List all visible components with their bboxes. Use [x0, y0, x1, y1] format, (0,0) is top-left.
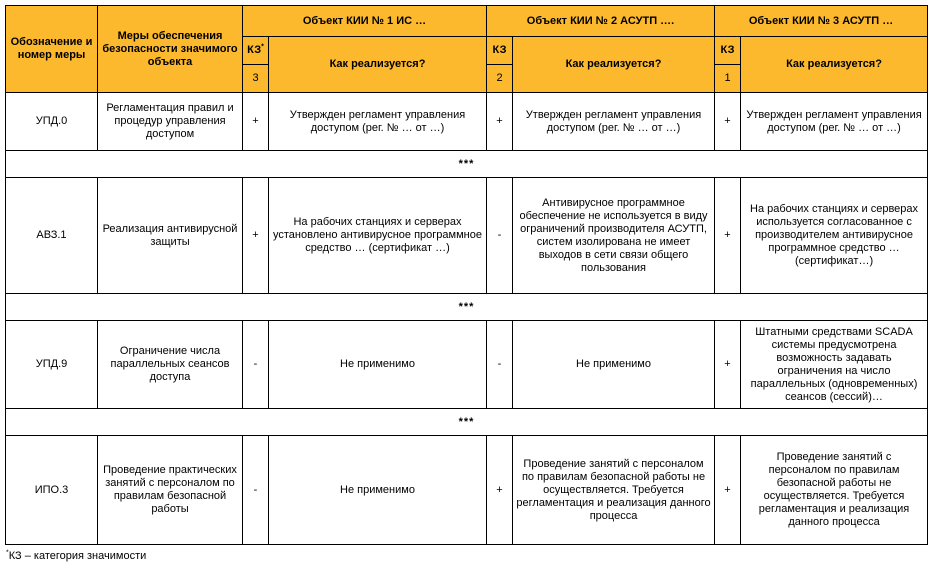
applicability-sign: + — [243, 93, 269, 151]
header-how-2: Как реализуется? — [513, 37, 715, 93]
header-row-objects — [6, 6, 928, 37]
applicability-sign: - — [487, 178, 513, 294]
applicability-sign: + — [715, 93, 741, 151]
implementation-text: Не применимо — [269, 321, 487, 409]
kz-footnote-mark: * — [261, 43, 264, 51]
table-row — [6, 321, 928, 409]
separator-row — [6, 151, 928, 178]
header-object-2: Объект КИИ № 2 АСУТП …. — [487, 6, 715, 37]
header-measures: Меры обеспечения безопасности значимого объекта — [98, 6, 243, 93]
header-kz-value-3: 1 — [715, 65, 741, 93]
implementation-text: Штатными средствами SCADA системы предусмотрена возможность задавать ограничения на число параллельных (одновременных) сеансов (сессий)… — [741, 321, 928, 409]
implementation-text: Утвержден регламент управления доступом (рег. № … от …) — [269, 93, 487, 151]
table-row — [6, 436, 928, 545]
implementation-text: Не применимо — [513, 321, 715, 409]
implementation-text: Проведение занятий с персоналом по правилам безопасной работы не осуществляется. Требуется регламентация и реализация данного процесса — [513, 436, 715, 545]
measure-code: УПД.9 — [6, 321, 98, 409]
kz-label-text: КЗ — [247, 44, 262, 56]
implementation-text: На рабочих станциях и серверах используется согласованное с производителем антивирусное программное средство … (сертификат…) — [741, 178, 928, 294]
table-row — [6, 178, 928, 294]
applicability-sign: + — [715, 178, 741, 294]
measure-text: Регламентация правил и процедур управления доступом — [98, 93, 243, 151]
measure-code: АВЗ.1 — [6, 178, 98, 294]
measure-code: УПД.0 — [6, 93, 98, 151]
implementation-text: Утвержден регламент управления доступом (рег. № … от …) — [513, 93, 715, 151]
header-how-3: Как реализуется? — [741, 37, 928, 93]
measure-text: Проведение практических занятий с персоналом по правилам безопасной работы — [98, 436, 243, 545]
separator-row — [6, 294, 928, 321]
measure-code: ИПО.3 — [6, 436, 98, 545]
applicability-sign: - — [487, 321, 513, 409]
header-kz-value-2: 2 — [487, 65, 513, 93]
measure-text: Реализация антивирусной защиты — [98, 178, 243, 294]
table-row — [6, 93, 928, 151]
header-kz-value-1: 3 — [243, 65, 269, 93]
separator: *** — [6, 294, 928, 321]
header-object-1: Объект КИИ № 1 ИС … — [243, 6, 487, 37]
footnote-text: КЗ – категория значимости — [8, 550, 147, 562]
header-how-1: Как реализуется? — [269, 37, 487, 93]
implementation-text: Проведение занятий с персоналом по правилам безопасной работы не осуществляется. Требуется регламентация и реализация данного процесса — [741, 436, 928, 545]
separator: *** — [6, 409, 928, 436]
header-kz-label-2: КЗ — [487, 37, 513, 65]
applicability-sign: + — [243, 178, 269, 294]
implementation-text: Не применимо — [269, 436, 487, 545]
header-kz-label-3: КЗ — [715, 37, 741, 65]
implementation-text: Утвержден регламент управления доступом (рег. № … от …) — [741, 93, 928, 151]
security-measures-table — [5, 5, 928, 545]
applicability-sign: + — [715, 436, 741, 545]
footnote — [6, 549, 146, 563]
implementation-text: Антивирусное программное обеспечение не используется в виду ограничений производителя АСУТП, систем изолирована не имеет выходов в сети связи общего пользования — [513, 178, 715, 294]
footnote-mark: * — [6, 549, 9, 557]
applicability-sign: - — [243, 321, 269, 409]
applicability-sign: + — [487, 93, 513, 151]
header-designation: Обозначение и номер меры — [6, 6, 98, 93]
header-kz-label-1 — [243, 37, 269, 65]
applicability-sign: + — [715, 321, 741, 409]
measure-text: Ограничение числа параллельных сеансов доступа — [98, 321, 243, 409]
implementation-text: На рабочих станциях и серверах установлено антивирусное программное средство … (сертификат …) — [269, 178, 487, 294]
applicability-sign: + — [487, 436, 513, 545]
separator: *** — [6, 151, 928, 178]
separator-row — [6, 409, 928, 436]
header-object-3: Объект КИИ № 3 АСУТП … — [715, 6, 928, 37]
applicability-sign: - — [243, 436, 269, 545]
